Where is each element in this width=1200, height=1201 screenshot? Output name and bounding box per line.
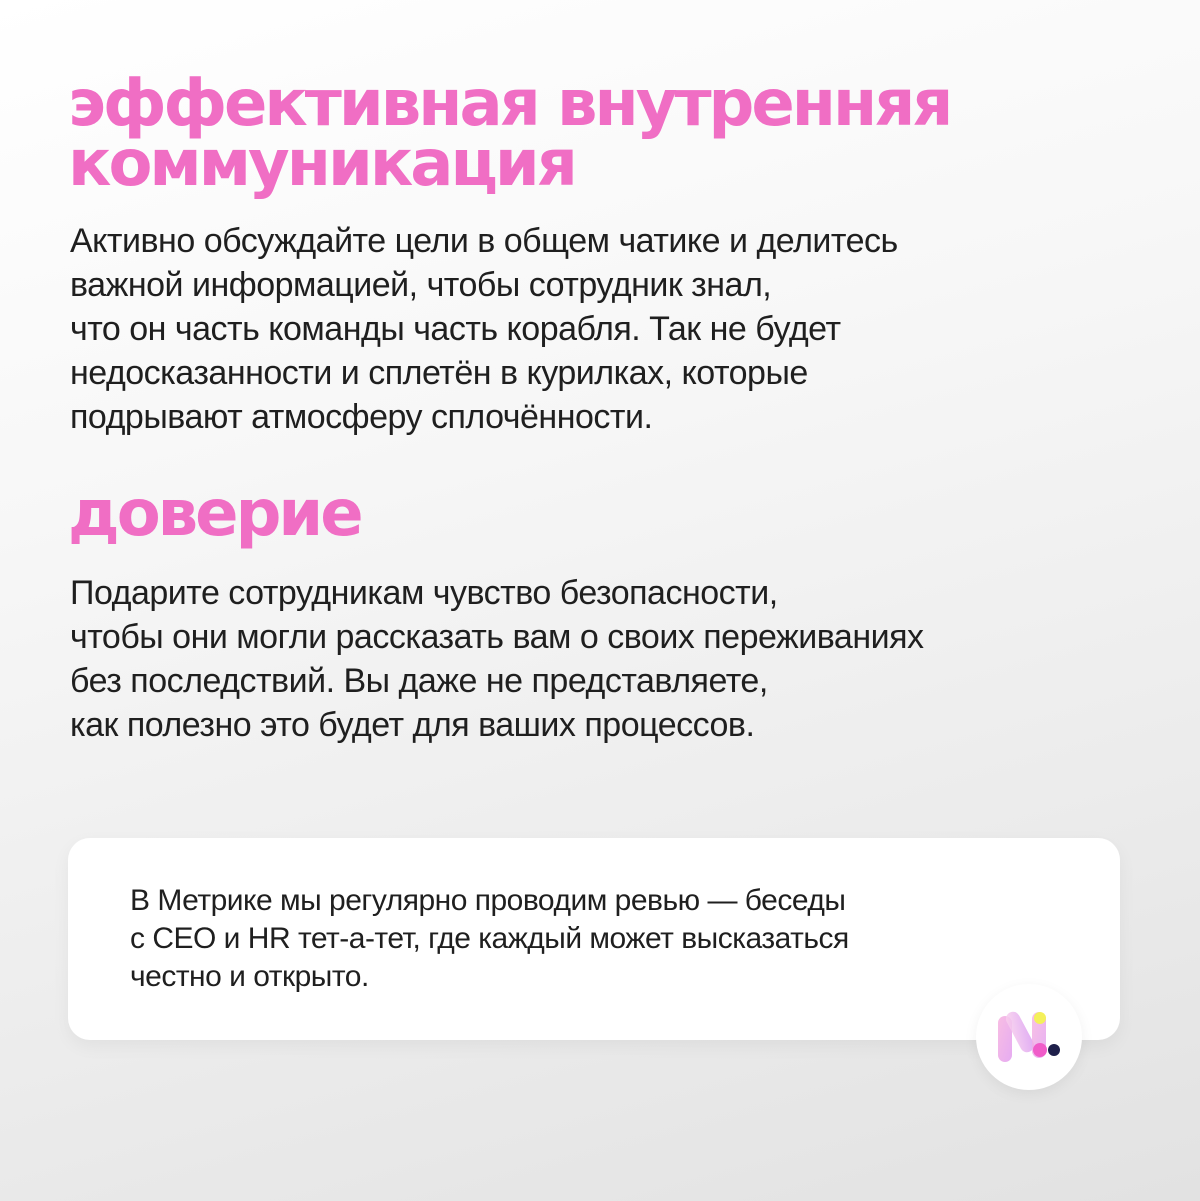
callout-card [68, 838, 1120, 1040]
metrika-logo-icon [996, 1006, 1062, 1066]
section-heading-communication: эффективная внутренняя коммуникация [68, 67, 951, 201]
section-body-trust: Подарите сотрудникам чувство безопасности, чтобы они могли рассказать вам о своих переживаниях без последствий. Вы даже не представляете, как полезно это будет для ваших процессов. [70, 574, 924, 744]
section-heading-trust: доверие [68, 477, 361, 551]
callout-text: В Метрике мы регулярно проводим ревью — беседы с CEO и HR тет-а-тет, где каждый может высказаться честно и открыто. [130, 884, 849, 993]
section-body-communication: Активно обсуждайте цели в общем чатике и делитесь важной информацией, чтобы сотрудник знал, что он часть команды часть корабля. Так не будет недосказанности и сплетён в курилках, которые подрывают атмосферу сплочённости. [70, 222, 898, 436]
logo-badge [976, 984, 1082, 1090]
